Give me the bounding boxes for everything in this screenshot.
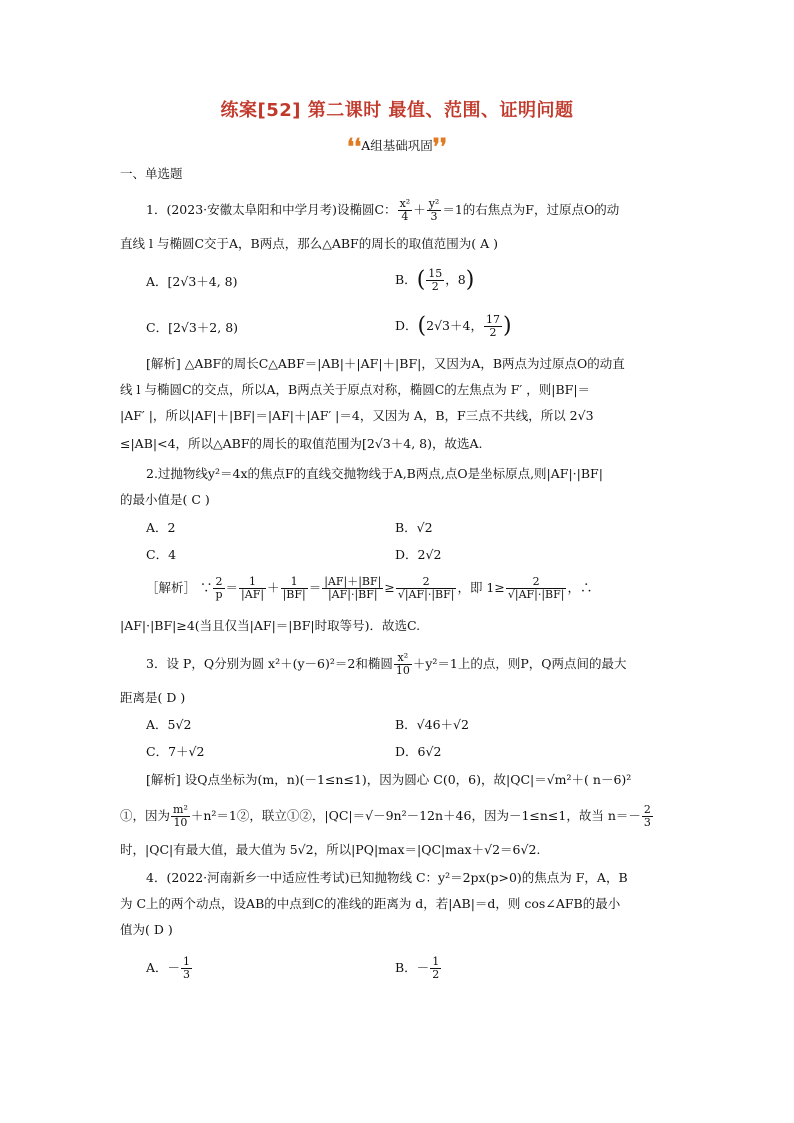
- q2-frac-2-sqrt: $\frac{2}{√|AF|\cdot|BF|}$: [397, 575, 455, 601]
- q1-stem-a: 1．(2023·安徽太阜阳和中学月考)设椭圆C：: [146, 202, 397, 217]
- q4-option-b: B．－ $\frac{1}{2}$: [395, 955, 440, 981]
- q2-frac-1-bf: $\frac{1}{|BF|}$: [282, 575, 306, 601]
- q2-solution-line2: |AF|·|BF|≥4(当且仅当|AF|＝|BF|时取等号)．故选C.: [120, 618, 421, 633]
- page-title: 练案[52] 第二课时 最值、范围、证明问题: [220, 100, 574, 121]
- q4-frac-1-3: $\frac{1}{3}$: [183, 955, 191, 981]
- q1-frac-17-2: $\frac{17}{2}$: [485, 313, 500, 339]
- q1-solution-line1: [解析] △ABF的周长C△ABF＝|AB|＋|AF|＋|BF|，又因为A，B两点为过原点O的动直: [146, 356, 625, 371]
- section-heading: 一、单选题: [120, 166, 183, 181]
- q1-solution-line4: ≤|AB|<4，所以△ABF的周长的取值范围为[2√3＋4, 8)，故选A.: [120, 436, 483, 451]
- close-quote-icon: ❜❜: [432, 134, 447, 160]
- q2-stem-line1: 2.过抛物线y²＝4x的焦点F的直线交抛物线于A,B两点,点O是坐标原点,则|AF|·|BF|: [146, 466, 603, 481]
- q3-stem-line1: 3．设 P，Q分别为圆 x²＋(y－6)²＝2和椭圆 $\frac{\text{x²}}{10}$ ＋y²＝1上的点，则P，Q两点间的最大: [146, 651, 627, 677]
- q4-stem-line3: 值为( D ): [120, 922, 173, 937]
- q2-option-b: B．√2: [395, 520, 433, 535]
- q1-stem-line1: 1．(2023·安徽太阜阳和中学月考)设椭圆C： $\frac{\text{x²}}{4}$ ＋ $\frac{\text{y²}}{3}$ ＝1的右焦点为F，过原点O的动: [146, 197, 620, 223]
- q4-frac-1-2: $\frac{1}{2}$: [432, 955, 440, 981]
- q3-solution-line3: 时，|QC|有最大值，最大值为 5√2，所以|PQ|max＝|QC|max＋√2＝6√2.: [120, 842, 541, 857]
- group-label: A组基础巩固: [361, 138, 433, 153]
- q2-option-a: A．2: [146, 520, 176, 535]
- q1-option-a: A．[2√3＋4, 8): [146, 274, 238, 289]
- q1-option-b: B．( $\frac{15}{2}$ ，8): [395, 267, 475, 293]
- q1-option-d: D．(2√3＋4， $\frac{17}{2}$ ): [395, 313, 512, 339]
- q1-frac-x2-4: $\frac{\text{x²}}{4}$: [399, 197, 411, 223]
- q2-frac-sum-prod: $\frac{|AF|+|BF|}{|AF|\cdot|BF|}$: [324, 575, 382, 601]
- q3-option-b: B．√46＋√2: [395, 717, 469, 732]
- q2-frac-1-af: $\frac{1}{|AF|}$: [241, 575, 265, 601]
- q1-solution-line3: |AF′ |，所以|AF|＋|BF|＝|AF|＋|AF′ |＝4，又因为 A，B，F三点不共线，所以 2√3: [120, 408, 594, 423]
- q1-frac-15-2: $\frac{15}{2}$: [428, 267, 443, 293]
- q1-stem-line2: 直线 l 与椭圆C交于A，B两点，那么△ABF的周长的取值范围为( A ): [120, 236, 498, 251]
- q3-stem-line2: 距离是( D ): [120, 690, 186, 705]
- q3-solution-line1: [解析] 设Q点坐标为(m，n)(－1≤n≤1)，因为圆心 C(0，6)，故|QC|＝√m²＋( n－6)²: [146, 772, 632, 787]
- q2-solution-line1: ［解析］ ∵ $\frac{2}{p}$ ＝ $\frac{1}{|AF|}$ ＋ $\frac{1}{|BF|}$ ＝ $\frac{|AF|+|BF|}{|AF|\cdot|BF|}$ ≥ $\frac{2}{√|AF|\cdot|BF|}$ ，即 1≥ $\frac{2}{√|AF|\cdot|BF|}$ ，∴: [146, 575, 593, 601]
- q4-stem-line1: 4．(2022·河南新乡一中适应性考试)已知抛物线 C：y²＝2px(p>0)的焦点为 F，A，B: [146, 870, 628, 885]
- q1-option-c: C．[2√3＋2, 8): [146, 320, 239, 335]
- q3-option-d: D．6√2: [395, 744, 442, 759]
- q1-solution-line2: 线 l 与椭圆C的交点，所以A，B两点关于原点对称，椭圆C的左焦点为 F′ ，则|BF|＝: [120, 382, 591, 397]
- q2-stem-line2: 的最小值是( C ): [120, 492, 210, 507]
- q2-frac-2-sqrt-b: $\frac{2}{√|AF|\cdot|BF|}$: [507, 575, 565, 601]
- q4-option-a: A．－ $\frac{1}{3}$: [146, 955, 191, 981]
- q3-frac-m2-10: $\frac{\text{m²}}{10}$: [173, 803, 188, 829]
- open-quote-icon: ❛❛: [347, 134, 362, 160]
- q3-frac-2-3: $\frac{2}{3}$: [643, 803, 651, 829]
- q1-stem-b: ＝1的右焦点为F，过原点O的动: [442, 202, 620, 217]
- q2-frac-2-p: $\frac{2}{p}$: [215, 575, 223, 601]
- q3-option-a: A．5√2: [146, 717, 192, 732]
- group-heading: [0, 134, 794, 160]
- q3-option-c: C．7＋√2: [146, 744, 205, 759]
- q3-frac-x2-10: $\frac{\text{x²}}{10}$: [395, 651, 410, 677]
- q2-option-d: D．2√2: [395, 547, 442, 562]
- q4-stem-line2: 为 C上的两个动点，设AB的中点到C的准线的距离为 d，若|AB|＝d，则 cos∠AFB的最小: [120, 896, 621, 911]
- q3-solution-line2: ①，因为 $\frac{\text{m²}}{10}$ ＋n²＝1②，联立①②，|QC|＝√－9n²－12n＋46，因为－1≤n≤1，故当 n＝－ $\frac{2}{3}$: [120, 803, 651, 829]
- q2-option-c: C．4: [146, 547, 177, 562]
- q1-frac-y2-3: $\frac{\text{y²}}{3}$: [428, 197, 440, 223]
